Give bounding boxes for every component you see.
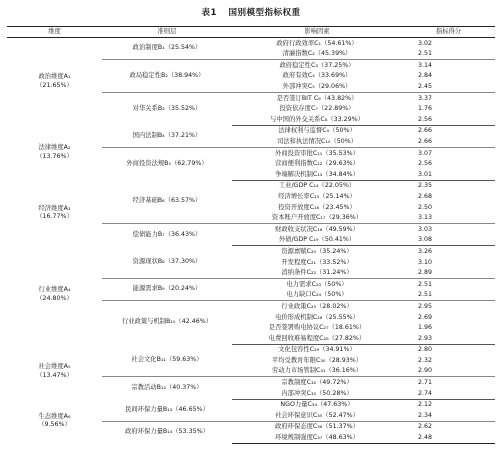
dimension-weight: （24.80%） (36, 294, 73, 302)
factor-cell: 外部冲突C₅（29.06%） (232, 81, 402, 92)
dimension-cell (7, 125, 102, 180)
dimension-name: 行业维度A₄ (38, 286, 71, 294)
header-factor: 影响因素 (232, 27, 402, 38)
criterion-cell: 民间环保力量B₁₃（46.65%） (102, 399, 232, 421)
factor-cell: 投资开放度C₁₆（23.45%） (278, 203, 356, 211)
table-row (7, 246, 495, 257)
table-row (7, 344, 495, 355)
factor-cell: 外商投资审批C₁₁（35.53%） (275, 149, 359, 157)
criterion-cell: 对华关系B₃（35.52%） (132, 104, 202, 112)
factor-cell: 电力缺口C₂₄（50%） (232, 290, 402, 301)
score-cell: 2.69 (418, 313, 433, 321)
score-cell: 3.37 (418, 94, 433, 102)
criterion-cell: 社会文化B₁₁（59.63%） (102, 344, 232, 377)
score-cell: 1.96 (418, 324, 433, 332)
header-criterion: 准则层 (102, 27, 232, 38)
score-cell: 2.66 (402, 136, 495, 147)
caption-title: 国别模型指标权重 (228, 8, 301, 18)
table-row (7, 180, 495, 191)
factor-cell: 开发程度C₂₁（33.52%） (281, 258, 353, 266)
factor-cell: 电价形成机制C₂₆（25.55%） (275, 313, 359, 321)
score-cell: 3.03 (418, 225, 433, 233)
table-row (7, 125, 495, 136)
score-cell: 2.50 (418, 203, 433, 211)
factor-cell: 法律权利与监督C₉（50%） (278, 127, 356, 135)
factor-cell: 是否签署购电协议C₂₇（18.61%） (268, 324, 366, 332)
score-cell: 2.84 (418, 72, 433, 80)
score-cell: 2.51 (402, 290, 495, 301)
table-body (7, 38, 495, 444)
factor-cell: 资本账户开放度C₁₇（29.36%） (232, 213, 402, 224)
score-cell: 2.51 (418, 280, 433, 288)
table-row (7, 399, 495, 410)
factor-cell: 投资依存度C₇（22.89%） (279, 105, 355, 113)
score-cell: 2.66 (418, 127, 433, 135)
dimension-cell (7, 38, 102, 126)
factor-cell: 政府稳定性C₃（37.25%） (279, 61, 355, 69)
factor-cell: 环境规制强度C₃₇（48.63%） (232, 432, 402, 443)
factor-cell: 经济增长率C₁₅（25.14%） (278, 192, 356, 200)
score-cell: 2.95 (418, 302, 433, 310)
score-cell: 3.01 (402, 169, 495, 180)
factor-cell: 政府有效C₄（33.69%） (282, 72, 352, 80)
dimension-name: 法律维度A₂ (38, 144, 71, 152)
dimension-cell (7, 344, 102, 399)
factor-cell: 是否签订BIT C₆（43.82%） (276, 94, 358, 102)
table-caption (0, 6, 502, 18)
score-cell: 2.56 (402, 114, 495, 125)
score-cell: 2.89 (402, 267, 495, 278)
caption-number: 表1 (201, 8, 217, 18)
dimension-weight: （9.56%） (38, 421, 71, 429)
criterion-cell: 国内法制B₄（37.21%） (102, 125, 232, 147)
factor-cell: 劳动力市场管制C₃₁（36.16%） (232, 366, 402, 377)
score-cell: 3.02 (418, 39, 433, 47)
dimension-weight: （21.65%） (36, 81, 73, 89)
score-cell: 2.51 (402, 49, 495, 60)
score-cell: 2.56 (418, 160, 433, 168)
factor-cell: 消纳条件C₂₂（31.24%） (232, 267, 402, 278)
dimension-weight: （13.76%） (36, 152, 73, 160)
factor-cell: 司法和执法情况C₁₀（50%） (232, 136, 402, 147)
factor-cell: 政府行政效率C₁（54.61%） (276, 39, 358, 47)
criterion-cell: 经济基础B₆（63.57%） (102, 180, 232, 223)
factor-cell: 电费回收难易程度C₂₈（27.82%） (232, 333, 402, 344)
criterion-cell: 资源现状B₈（37.30%） (102, 246, 232, 279)
dimension-name: 经济维度A₃ (38, 204, 71, 212)
factor-cell: 工业/GDP C₁₄（22.05%） (278, 182, 356, 190)
score-cell: 2.71 (418, 379, 433, 387)
factor-cell: 文化包容性C₂₉（34.91%） (278, 346, 356, 354)
criterion-cell: 偿债能力B₇（36.43%） (132, 230, 202, 238)
dimension-cell (7, 246, 102, 344)
criterion-cell: 外商投资法规B₅（62.79%） (126, 159, 208, 167)
criterion-cell: 政局稳定性B₂（38.94%） (102, 60, 232, 93)
factor-cell: 财政收支状况C₁₈（49.59%） (275, 225, 359, 233)
factor-cell: 行业政策C₂₅（28.02%） (281, 302, 353, 310)
factor-cell: 外债/GDP C₁₉（50.41%） (232, 235, 402, 246)
dimension-name: 生态维度A₆ (38, 412, 71, 420)
dimension-cell (7, 399, 102, 443)
criterion-cell: 能源需求B₉（20.24%） (102, 279, 232, 301)
score-cell: 2.93 (402, 333, 495, 344)
dimension-name: 社会维度A₅ (38, 363, 71, 371)
score-cell: 2.74 (402, 388, 495, 399)
table-row (7, 38, 495, 49)
score-cell: 2.68 (418, 192, 433, 200)
score-cell: 1.76 (418, 105, 433, 113)
dimension-weight: （13.47%） (36, 371, 73, 379)
score-cell: 2.45 (402, 81, 495, 92)
factor-cell: 政府环保态度C₃₆（51.37%） (275, 423, 359, 431)
score-cell: 3.07 (418, 149, 433, 157)
score-cell: 2.35 (418, 182, 433, 190)
score-cell: 3.10 (418, 258, 433, 266)
criterion-cell: 政治制度B₁（25.54%） (102, 38, 232, 60)
factor-cell: 资源禀赋C₂₀（35.24%） (281, 247, 353, 255)
index-weight-table (7, 26, 495, 444)
score-cell: 3.14 (418, 61, 433, 69)
score-cell: 3.08 (402, 235, 495, 246)
criterion-cell: 行业政策与机制B₁₀（42.46%） (121, 318, 213, 326)
dimension-cell (7, 180, 102, 246)
factor-cell: 社会环保意识C₃₅（52.47%） (232, 410, 402, 421)
score-cell: 2.62 (418, 423, 433, 431)
score-cell: 3.26 (418, 247, 433, 255)
dimension-weight: （16.77%） (36, 213, 73, 220)
dimension-name: 政治维度A₁ (38, 73, 71, 81)
factor-cell: NGO力量C₃₄（47.63%） (280, 401, 354, 409)
factor-cell: 内部冲突C₃₃（50.28%） (232, 388, 402, 399)
score-cell: 2.80 (418, 346, 433, 354)
header-dimension: 维度 (7, 27, 102, 38)
factor-cell: 宗教制度C₃₂（49.72%） (281, 379, 353, 387)
factor-cell: 营商便利指数C₁₂（29.63%） (275, 160, 359, 168)
score-cell: 3.13 (402, 213, 495, 224)
factor-cell: 争端解决机制C₁₃（34.84%） (232, 169, 402, 180)
factor-cell: 平均受教育年限C₃₀（28.93%） (271, 356, 363, 364)
score-cell: 2.48 (402, 432, 495, 443)
score-cell: 2.12 (418, 401, 433, 409)
factor-cell: 清廉指数C₂（45.39%） (232, 49, 402, 60)
criterion-cell: 政府环保力量B₁₄（53.35%） (125, 428, 209, 436)
score-cell: 2.90 (402, 366, 495, 377)
header-score: 指标得分 (402, 27, 495, 38)
header-row (7, 27, 495, 38)
factor-cell: 电力需求C₂₃（50%） (286, 280, 348, 288)
score-cell: 2.32 (418, 356, 433, 364)
factor-cell: 与中国的外交关系C₈（33.29%） (232, 114, 402, 125)
score-cell: 2.34 (402, 410, 495, 421)
criterion-cell: 宗教活动B₁₂（40.37%） (131, 384, 203, 391)
